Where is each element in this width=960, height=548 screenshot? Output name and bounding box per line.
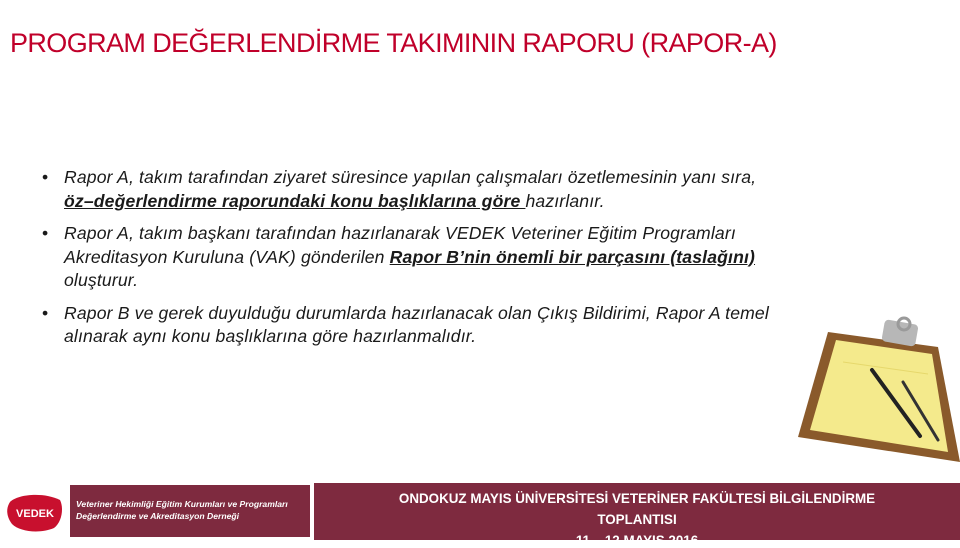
logo-line-1: Veteriner Hekimliği Eğitim Kurumları ve Programları bbox=[76, 499, 288, 509]
logo-line-2: Değerlendirme ve Akreditasyon Derneği bbox=[76, 511, 240, 521]
vedek-logo bbox=[0, 482, 312, 540]
bullet-1-emphasis: öz–değerlendirme raporundaki konu başlıklarına göre bbox=[64, 190, 526, 211]
bullet-dot: • bbox=[42, 223, 49, 243]
bullet-2-emphasis: Rapor B’nin önemli bir parçasını (taslağını) bbox=[389, 246, 756, 267]
bullet-list bbox=[42, 166, 782, 358]
bullet-1-text-a: Rapor A, takım tarafından ziyaret süresince yapılan çalışmaları özetlemesinin yanı sıra, bbox=[64, 167, 757, 187]
clipboard-illustration bbox=[788, 312, 960, 472]
bullet-item-1 bbox=[42, 166, 782, 213]
footer-bar bbox=[314, 483, 960, 548]
vedek-emblem-icon bbox=[4, 488, 66, 536]
bullet-3-text-a: Rapor B ve gerek duyulduğu durumlarda hazırlanacak olan Çıkış Bildirimi, Rapor A temel alınarak aynı konu başlıklarına göre hazırlanmalıdır. bbox=[64, 302, 769, 346]
bullet-item-2 bbox=[42, 222, 782, 293]
logo-text bbox=[76, 498, 306, 522]
footer-line-1: ONDOKUZ MAYIS ÜNİVERSİTESİ VETERİNER FAKÜLTESİ BİLGİLENDİRME bbox=[398, 491, 876, 506]
svg-text:VEDEK: VEDEK bbox=[16, 508, 54, 520]
bullet-2-text-a: Rapor A, takım başkanı tarafından hazırlanarak VEDEK Veteriner Eğitim Programları Akreditasyon Kuruluna (VAK) gönderilen bbox=[64, 223, 736, 267]
bullet-2-text-c: oluşturur. bbox=[64, 270, 139, 290]
bullet-dot: • bbox=[42, 167, 49, 187]
bullet-dot: • bbox=[42, 302, 49, 323]
footer-line-2: TOPLANTISI bbox=[597, 512, 677, 527]
bullet-1-text-c: hazırlanır. bbox=[525, 190, 605, 211]
footer-line-3: 11 – 12 MAYIS 2016 bbox=[575, 533, 699, 548]
slide-title: PROGRAM DEĞERLENDİRME TAKIMININ RAPORU (RAPOR-A) bbox=[10, 28, 777, 58]
bullet-item-3 bbox=[42, 302, 782, 349]
